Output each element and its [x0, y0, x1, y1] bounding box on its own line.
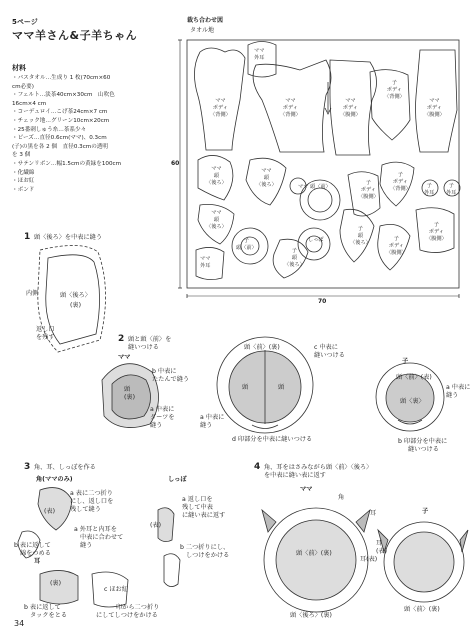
step-3-tail-b2: しつけをかける — [186, 552, 230, 559]
piece-label: 子 外耳 — [424, 183, 435, 196]
step-3-tail-a3: に縫い表に返す — [182, 512, 226, 519]
step-3-horn-front: (表) — [44, 508, 56, 515]
step-4-child-ear2: (表) — [376, 548, 388, 555]
piece-label: ママ ボディ 〈背側〉 — [280, 98, 301, 118]
step-3-horn-b: b 表に返して — [14, 542, 51, 549]
material-item: ・ボンド — [12, 186, 35, 193]
step-1-title: 頭〈後ろ〉を中表に縫う — [34, 234, 103, 241]
step-2-head2: 頭 — [242, 384, 249, 391]
step-2-child-a2: 縫う — [446, 392, 459, 399]
step-2-d: d 印部分を中表に縫いつける — [232, 436, 313, 443]
step-2-mama: ママ — [118, 354, 131, 361]
step-2-title: 頭と頭〈前〉を — [128, 336, 172, 343]
material-item: ・ほお紅 — [12, 178, 35, 185]
step-4-number: 4 — [254, 462, 261, 472]
step-1-opening: 返し口 を残す — [36, 326, 55, 341]
piece-label: ママ 外耳 — [254, 48, 265, 61]
step-2-c2: 縫いつける — [314, 352, 345, 359]
step-4-child: 子 — [422, 508, 429, 515]
step-3-ear-b4: にしてしつけをかける — [96, 612, 158, 619]
piece-label: 子 ボディ 〈腹側〉 — [358, 180, 379, 200]
step-2-title2: 縫いつける — [128, 344, 159, 351]
step-3-title: 角、耳、しっぽを作る — [34, 464, 96, 471]
piece-label: ママ 頭〈前〉 — [298, 184, 331, 190]
piece-label: 子 外耳 — [446, 183, 457, 196]
piece-label: 子 頭〈前〉 — [236, 238, 257, 251]
step-2-number: 2 — [118, 334, 125, 344]
step-2-ura: (裏) — [124, 394, 136, 401]
piece-label: ママ ボディ 〈腹側〉 — [424, 98, 445, 118]
piece-label: ママ 外耳 — [200, 256, 211, 269]
step-3-number: 3 — [24, 462, 31, 472]
step-3-tail-b: b 二つ折りにし、 — [180, 544, 230, 551]
step-2-child: 子 — [402, 358, 409, 365]
step-1-number: 1 — [24, 232, 31, 242]
material-item: ・ビーズ…直径0.6cm(ママ)、0.3cm — [12, 135, 107, 142]
piece-label: 子 ボディ 〈背側〉 — [384, 80, 405, 100]
step-3-horn-b2: 綿をつめる — [20, 550, 51, 557]
step-4-ear-omote: 耳(表) — [360, 556, 378, 563]
step-3-horn-a3: 残して縫う — [70, 506, 101, 513]
page-reference: 5ページ — [12, 18, 38, 26]
piece-label: ママ ボディ 〈背側〉 — [210, 98, 231, 118]
material-item: ・バスタオル…生成り 1 枚(70cm×60 — [12, 75, 111, 81]
layout-heading: 裁ち合わせ図 — [187, 17, 224, 24]
material-item: ・25番刺しゅう糸…茶系少々 — [12, 126, 87, 133]
material-item: 16cm×4 cm — [12, 100, 47, 107]
step-2-c: c 中表に — [314, 344, 338, 351]
step-4-child-ear: 耳 — [376, 540, 383, 547]
step-2-child-head2: 頭〈裏〉 — [400, 398, 425, 405]
step-2-a3: 縫う — [150, 422, 163, 429]
piece-label: しっぽ — [308, 237, 324, 243]
material-item: ・コーデュロイ…こげ茶24cm×7 cm — [12, 109, 108, 116]
step-3-tail: しっぽ — [168, 476, 187, 483]
step-3-ear-a2: 中表に合わせて — [80, 534, 124, 541]
step-3-horn-a2: にし、返し口を — [70, 498, 114, 505]
step-4-head-back: 頭〈後ろ〉(裏) — [290, 612, 332, 619]
page-title: ママ羊さん&子羊ちゃん — [12, 29, 138, 42]
materials-heading: 材料 — [12, 64, 26, 72]
material-item: ・サテンリボン…幅1.5cmの黄緑を100cm — [12, 160, 122, 167]
layout-height: 60 — [171, 160, 180, 167]
layout-width: 70 — [318, 298, 327, 305]
materials-list — [12, 74, 121, 194]
step-1-back: (裏) — [70, 302, 82, 309]
step-4-title: 角、耳をはさみながら頭〈前〉〈後ろ〉 — [264, 464, 373, 471]
step-2-child-head: 頭〈前〉(表) — [396, 374, 432, 381]
step-2-child-b2: 縫いつける — [408, 446, 439, 453]
step-3-tail-front: (表) — [150, 522, 162, 529]
step-4-mama: ママ — [300, 486, 313, 493]
step-3-ear-a3: 縫う — [80, 542, 93, 549]
step-2-b2: たたんで縫う — [152, 376, 190, 383]
step-3-horn: 角(ママのみ) — [36, 476, 73, 483]
material-item: (子)の黒を各 2 個 直径0.3cmの透明 — [12, 143, 109, 150]
step-3-ear-b: b 表に返して — [24, 604, 61, 611]
step-4-horn: 角 — [338, 494, 345, 501]
step-2-head3: 頭 — [278, 384, 285, 391]
step-3-ear-a: a 外耳と内耳を — [74, 526, 117, 533]
material-item: cm必要) — [12, 83, 34, 90]
step-3-horn-a: a 表に二つ折り — [70, 490, 113, 497]
step-4-head-front: 頭〈前〉(裏) — [296, 550, 332, 557]
step-2-head: 頭 — [124, 386, 131, 393]
step-2-a2: ダーツを — [150, 414, 175, 421]
step-3-tail-a2: 残して中表 — [182, 504, 213, 511]
step-3-ear-c: c ほお紅 — [104, 586, 128, 593]
step-3-ear: 耳 — [34, 558, 41, 565]
step-4-title2: を中表に縫い表に返す — [264, 472, 326, 479]
piece-label: ママ ボディ 〈腹側〉 — [340, 98, 361, 118]
material-item: を 3 個 — [12, 152, 31, 159]
step-2-head-front: 頭〈前〉(裏) — [244, 344, 280, 351]
layout-fabric: タオル地 — [190, 27, 215, 34]
page-number: 34 — [14, 619, 25, 628]
step-3-ear-b2: タックをとる — [30, 612, 68, 619]
piece-label: ママ 頭 〈後ろ〉 — [206, 210, 227, 230]
piece-label: ママ 頭 〈後ろ〉 — [256, 168, 277, 188]
piece-label: ママ 頭 〈後ろ〉 — [206, 166, 227, 186]
step-2-mama-a2: 縫う — [200, 422, 213, 429]
step-3-tail-a: a 返し口を — [182, 496, 213, 503]
step-4-ear: 耳 — [370, 510, 377, 517]
piece-label: 子 頭 〈後ろ〉 — [350, 226, 371, 246]
piece-label: 子 頭 〈後ろ〉 — [284, 248, 305, 268]
step-2-mama-a: a 中表に — [200, 414, 225, 421]
step-1-piece: 頭〈後ろ〉 — [60, 292, 91, 299]
step-3-ear-b3: 印から二つ折り — [116, 604, 160, 611]
piece-label: 子 ボディ 〈背側〉 — [390, 172, 411, 192]
material-item: ・フェルト…淡茶40cm×30cm 山吹色 — [12, 92, 115, 99]
step-3-ear-back: (裏) — [50, 580, 62, 587]
step-2-child-a: a 中表に — [446, 384, 470, 391]
step-1-inside: 内側 — [26, 290, 39, 297]
piece-label: 子 ボディ 〈腹側〉 — [426, 222, 447, 242]
material-item: ・チェック地…グリーン10cm×20cm — [12, 117, 110, 124]
fabric-layout-frame — [187, 40, 459, 288]
step-2-a: a 中表に — [150, 406, 175, 413]
piece-label: 子 ボディ 〈腹側〉 — [386, 236, 407, 256]
step-4-child-head: 頭〈前〉(裏) — [404, 606, 440, 613]
step-2-b: b 中表に — [152, 368, 177, 375]
step-2-child-b: b 印部分を中表に — [398, 438, 448, 445]
material-item: ・化繊綿 — [12, 169, 35, 176]
